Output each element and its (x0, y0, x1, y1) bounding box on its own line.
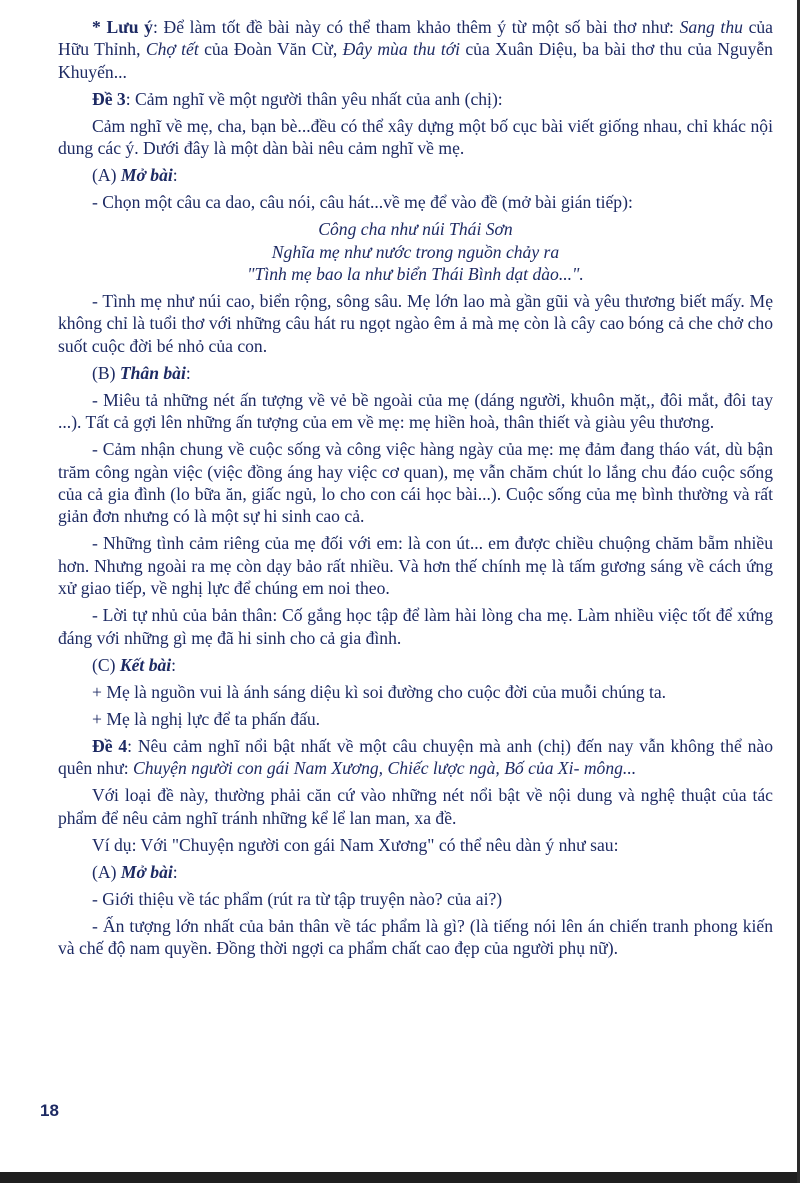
intro-paragraph: Cảm nghĩ về mẹ, cha, bạn bè...đều có thể xây dựng một bố cục bài viết giống nhau, chỉ khác nội dung các ý. Dưới đây là một dàn bài nêu cảm nghĩ về mẹ. (58, 115, 773, 159)
section-label: Mở bài (120, 165, 173, 186)
paragraph-b2: - Cảm nhận chung về cuộc sống và công việc hàng ngày của mẹ: mẹ đảm đang tháo vát, dù bận trăm công ngàn việc (việc đồng áng hay việc cơ quan), mẹ vẫn chăm chút lo lắng chu đáo cuộc sống của cả gia đình (lo bữa ăn, giấc ngủ, lo cho con cái học bài...). Cuộc sống của mẹ bình thường và rất giản đơn nhưng có là một sự hi sinh cao cả. (58, 439, 773, 527)
section-b-heading (58, 362, 773, 384)
paragraph-e1: - Giới thiệu về tác phẩm (rút ra từ tập truyện nào? của ai?) (92, 888, 503, 909)
paragraph-c1: + Mẹ là nguồn vui là ánh sáng diệu kì soi đường cho cuộc đời của muỗi chúng ta. (92, 681, 667, 702)
note-paragraph (58, 16, 773, 83)
section-label: Kết bài (119, 654, 172, 675)
section-colon: : (172, 165, 178, 186)
section-prefix: (A) (92, 165, 121, 186)
poem-block (58, 218, 773, 285)
work-title: Chuyện người con gái Nam Xương (133, 758, 379, 779)
poem-line: Công cha như núi Thái Sơn (318, 219, 513, 240)
poem-line: "Tình mẹ bao la như biển Thái Bình dạt dào...". (247, 264, 584, 285)
paragraph-a1: - Chọn một câu ca dao, câu nói, câu hát...về mẹ để vào đề (mở bài gián tiếp): (92, 192, 633, 213)
note-star: * (92, 17, 107, 37)
section-a-heading (58, 164, 773, 186)
section-label: Thân bài (119, 362, 186, 383)
work-title: Đây mùa thu tới (342, 39, 460, 60)
page-bottom-edge (0, 1172, 800, 1183)
section-colon: : (171, 654, 177, 675)
note-text: : Để làm tốt đề bài này có thể tham khảo thêm ý từ một số bài thơ như: (152, 17, 680, 37)
topic-text: : Nêu cảm nghĩ nổi bật nhất về một câu chuyện mà anh (chị) đến nay vẫn không thể nào quên như: (58, 735, 773, 779)
paragraph-d2: Ví dụ: Với "Chuyện người con gái Nam Xương" có thể nêu dàn ý như sau: (92, 834, 619, 855)
page-body (58, 16, 773, 964)
topic-3-heading (58, 88, 773, 110)
section-label: Mở bài (120, 861, 173, 882)
section-prefix: (C) (92, 654, 120, 675)
note-label: Lưu ý (106, 17, 153, 37)
note-text: của Hữu Thỉnh, (58, 17, 773, 60)
section-prefix: (B) (92, 362, 120, 383)
poem-line: Nghĩa mẹ như nước trong nguồn chảy ra (271, 241, 560, 262)
paragraph-b3: - Những tình cảm riêng của mẹ đối với em: là con út... em được chiều chuộng chăm bẵm nhiều hơn. Nhưng ngoài ra mẹ còn dạy bảo rất nhiều. Và hơn thế chính mẹ là tấm gương sáng về cách ứng xử giao tiếp, về nghị lực để chúng em noi theo. (58, 533, 773, 599)
note-text: của Đoàn Văn Cừ, (198, 39, 343, 60)
section-prefix: (A) (92, 861, 121, 882)
paragraph-e2: - Ấn tượng lớn nhất của bản thân về tác phẩm là gì? (là tiếng nói lên án chiến tranh phong kiến và chế độ nam quyền. Đồng thời ngợi ca phẩm chất cao đẹp của người phụ nữ). (58, 915, 773, 958)
note-text: của Xuân Diệu, ba bài thơ thu của Nguyễn Khuyến... (58, 39, 773, 82)
work-separator: , (495, 758, 505, 779)
topic-text: : Cảm nghĩ về một người thân yêu nhất của anh (chị): (125, 88, 503, 109)
work-title: Chiếc lược ngà (387, 758, 496, 779)
topic-label: Đề 3 (92, 88, 126, 109)
work-separator: , (378, 758, 388, 779)
section-colon: : (185, 362, 191, 383)
paragraph-c2: + Mẹ là nghị lực để ta phấn đấu. (92, 708, 321, 729)
work-title: Chợ tết (145, 39, 199, 60)
paragraph-b1: - Miêu tả những nét ấn tượng về vẻ bề ngoài của mẹ (dáng người, khuôn mặt,, đôi mắt, đôi tay ...). Tất cả gợi lên những ấn tượng của em về mẹ: mẹ hiền hoà, thân thiết và giàu yêu thương. (58, 389, 773, 433)
topic-label: Đề 4 (92, 735, 128, 756)
page-number: 18 (40, 1101, 59, 1120)
work-title: Bố của Xi- mông... (504, 758, 637, 779)
paragraph-d1: Với loại đề này, thường phải căn cứ vào những nét nổi bật về nội dung và nghệ thuật của tác phẩm để nêu cảm nghĩ tránh những kể lể lan man, xa đề. (58, 785, 773, 828)
paragraph-a2: - Tình mẹ như núi cao, biển rộng, sông sâu. Mẹ lớn lao mà gần gũi và yêu thương biết mấy. Mẹ không chỉ là tuổi thơ với những câu hát ru ngọt ngào êm ả mà mẹ còn là cây cao bóng cả che chở cho suốt cuộc đời bé nhỏ của con. (58, 291, 773, 356)
section-a2-heading (58, 861, 773, 883)
paragraph-b4: - Lời tự nhủ của bản thân: Cố gắng học tập để làm hài lòng cha mẹ. Làm nhiều việc tốt để xứng đáng với những gì mẹ đã hi sinh cho cả gia đình. (58, 605, 773, 648)
section-c-heading (58, 654, 773, 676)
topic-4-heading (58, 735, 773, 780)
work-title: Sang thu (679, 17, 743, 37)
section-colon: : (172, 861, 178, 882)
